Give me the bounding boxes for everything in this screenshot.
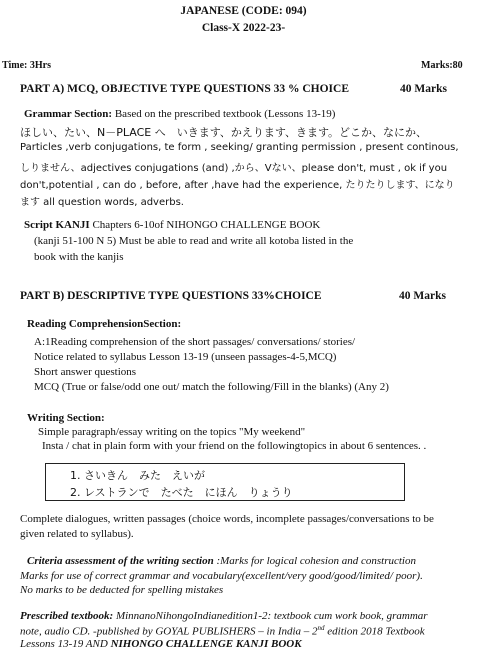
textbook-label: Prescribed textbook: bbox=[20, 610, 114, 622]
criteria-line-1 bbox=[27, 555, 416, 567]
reading-line-4: MCQ (True or false/odd one out/ match the following/Fill in the blanks) (Any 2) bbox=[34, 381, 389, 393]
part-a-marks: 40 Marks bbox=[400, 83, 447, 95]
kanji-label: Script KANJI bbox=[24, 219, 90, 231]
marks-label: Marks:80 bbox=[421, 60, 463, 71]
grammar-intro: Based on the prescribed textbook (Lessons 13-19) bbox=[112, 108, 336, 120]
kanji-line-2: (kanji 51-100 N 5) Must be able to read and write all kotoba listed in the bbox=[34, 235, 354, 247]
textbook-publisher: note, audio CD. -published by GOYAL PUBLISHERS – in India – 2 bbox=[20, 625, 318, 638]
part-b-heading: PART B) DESCRIPTIVE TYPE QUESTIONS 33%CHOICE bbox=[20, 290, 322, 302]
criteria-cohesion: :Marks for logical cohesion and construction bbox=[213, 555, 416, 567]
writing-label: Writing Section: bbox=[27, 412, 105, 424]
writing-topic-2: 2. レストランで たべた にほん りょうり bbox=[70, 486, 293, 499]
criteria-line-2: Marks for use of correct grammar and vocabulary(excellent/very good/good/limited/ poor). bbox=[20, 570, 423, 582]
dialogues-line-1: Complete dialogues, written passages (choice words, incomplete passages/conversations to be bbox=[20, 513, 434, 525]
kanji-line-1 bbox=[24, 219, 320, 231]
kanji-line-3: book with the kanjis bbox=[34, 251, 124, 263]
textbook-line-1 bbox=[20, 610, 428, 622]
grammar-line-1 bbox=[24, 108, 335, 120]
edition-suffix: nd bbox=[317, 624, 325, 632]
writing-topic-1: 1. さいきん みた えいが bbox=[70, 469, 205, 482]
reading-label: Reading ComprehensionSection: bbox=[27, 318, 182, 330]
reading-line-3: Short answer questions bbox=[34, 366, 137, 378]
criteria-label: Criteria assessment of the writing section bbox=[27, 555, 214, 567]
grammar-line-3: Particles ,verb conjugations, te form , seeking/ granting permission , present continous, bbox=[20, 142, 459, 153]
grammar-line-2: ほしい、たい、N－PLACE へ いきます、かえります、きます。どこか、なにか、 bbox=[20, 126, 428, 139]
textbook-lessons: Lessons 13-19 AND bbox=[20, 638, 111, 650]
grammar-label: Grammar Section: bbox=[24, 108, 113, 120]
kanji-chapters: Chapters 6-10of NIHONGO CHALLENGE BOOK bbox=[89, 219, 321, 231]
grammar-line-4: しりません、adjectives conjugations (and) ,から、Vない、please don't, must , ok if you bbox=[20, 163, 448, 174]
part-b-marks: 40 Marks bbox=[399, 290, 446, 302]
writing-line-1: Simple paragraph/essay writing on the topics "My weekend" bbox=[38, 426, 306, 438]
class-label: Class-X 2022-23- bbox=[201, 22, 286, 34]
writing-line-2: Insta / chat in plain form with your friend on the followingtopics in about 6 sentences. . bbox=[42, 440, 427, 452]
textbook-line-2 bbox=[20, 624, 425, 638]
dialogues-line-2: given related to syllabus). bbox=[20, 528, 134, 540]
textbook-edition: edition 2018 Textbook bbox=[324, 625, 425, 638]
time-label: Time: 3Hrs bbox=[2, 60, 51, 71]
criteria-line-3: No marks to be deducted for spelling mistakes bbox=[20, 584, 224, 596]
document-title: JAPANESE (CODE: 094) bbox=[180, 5, 307, 17]
textbook-title: MinnanoNihongoIndianedition1-2: textbook cum work book, grammar bbox=[113, 610, 428, 622]
textbook-line-3 bbox=[20, 638, 302, 650]
kanji-book-title: NIHONGO CHALLENGE KANJI BOOK bbox=[110, 638, 302, 650]
part-a-heading: PART A) MCQ, OBJECTIVE TYPE QUESTIONS 33 % CHOICE bbox=[20, 83, 349, 95]
reading-line-1: A:1Reading comprehension of the short passages/ conversations/ stories/ bbox=[34, 336, 356, 348]
grammar-line-5: don't,potential , can do , before, after ,have had the experience, たりたりします、になり bbox=[20, 180, 455, 191]
grammar-line-6: ます all question words, adverbs. bbox=[20, 197, 184, 208]
reading-line-2: Notice related to syllabus Lesson 13-19 (unseen passages-4-5,MCQ) bbox=[34, 351, 337, 363]
